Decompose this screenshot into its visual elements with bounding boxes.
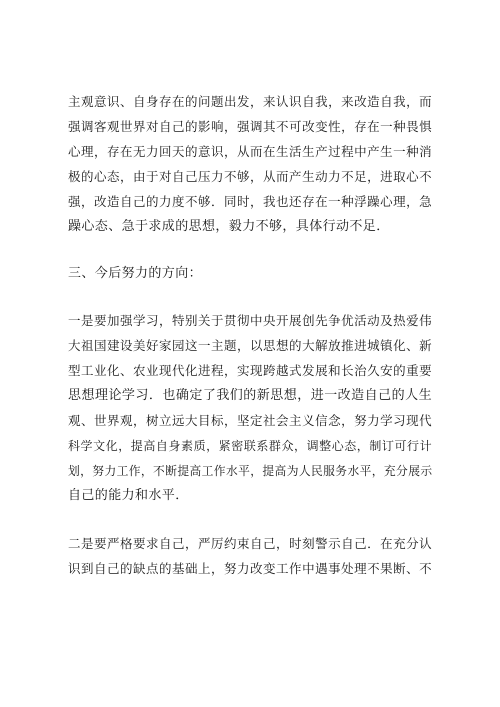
paragraph-2-line-1: 一是要加强学习，特别关于贯彻中央开展创先争优活动及热爱伟 (68, 313, 432, 328)
paragraph-2-line-6: 科学文化，提高自身素质，紧密联系群众，调整心态，制订可行计 (68, 439, 432, 453)
section-heading: 三、今后努力的方向： (68, 266, 203, 281)
paragraph-2-line-8: 自己的能力和水平． (68, 488, 189, 503)
paragraph-1-line-2: 强调客观世界对自己的影响，强调其不可改变性，存在一种畏惧 (68, 119, 432, 134)
paragraph-2-line-5: 观、世界观，树立远大目标，坚定社会主义信念，努力学习现代 (68, 413, 432, 428)
paragraph-1-line-6: 躁心态、急于求成的思想，毅力不够，具体行动不足． (68, 219, 390, 234)
paragraph-2-line-2: 大祖国建设美好家园这一主题，以思想的大解放推进城镇化、新 (68, 338, 432, 353)
paragraph-2-line-7: 划，努力工作，不断提高工作水平，提高为人民服务水平，充分展示 (68, 464, 432, 478)
paragraph-1-line-5: 强，改造自己的力度不够．同时，我也还存在一种浮躁心理，急 (68, 194, 432, 209)
paragraph-3-line-1: 二是要严格要求自己，严厉约束自己，时刻警示自己．在充分认 (68, 536, 432, 551)
paragraph-2-line-4: 思想理论学习．也确定了我们的新思想，进一改造自己的人生 (68, 388, 432, 403)
paragraph-2-line-3: 型工业化、农业现代化进程，实现跨越式发展和长治久安的重要 (68, 363, 432, 378)
paragraph-3-line-2: 识到自己的缺点的基础上，努力改变工作中遇事处理不果断、不 (68, 561, 432, 576)
paragraph-1-line-3: 心理，存在无力回天的意识，从而在生活生产过程中产生一种消 (68, 144, 432, 159)
paragraph-1-line-1: 主观意识、自身存在的问题出发，来认识自我，来改造自我，而 (68, 94, 432, 109)
paragraph-1-line-4: 极的心态，由于对自己压力不够，从而产生动力不足，进取心不 (68, 169, 432, 184)
